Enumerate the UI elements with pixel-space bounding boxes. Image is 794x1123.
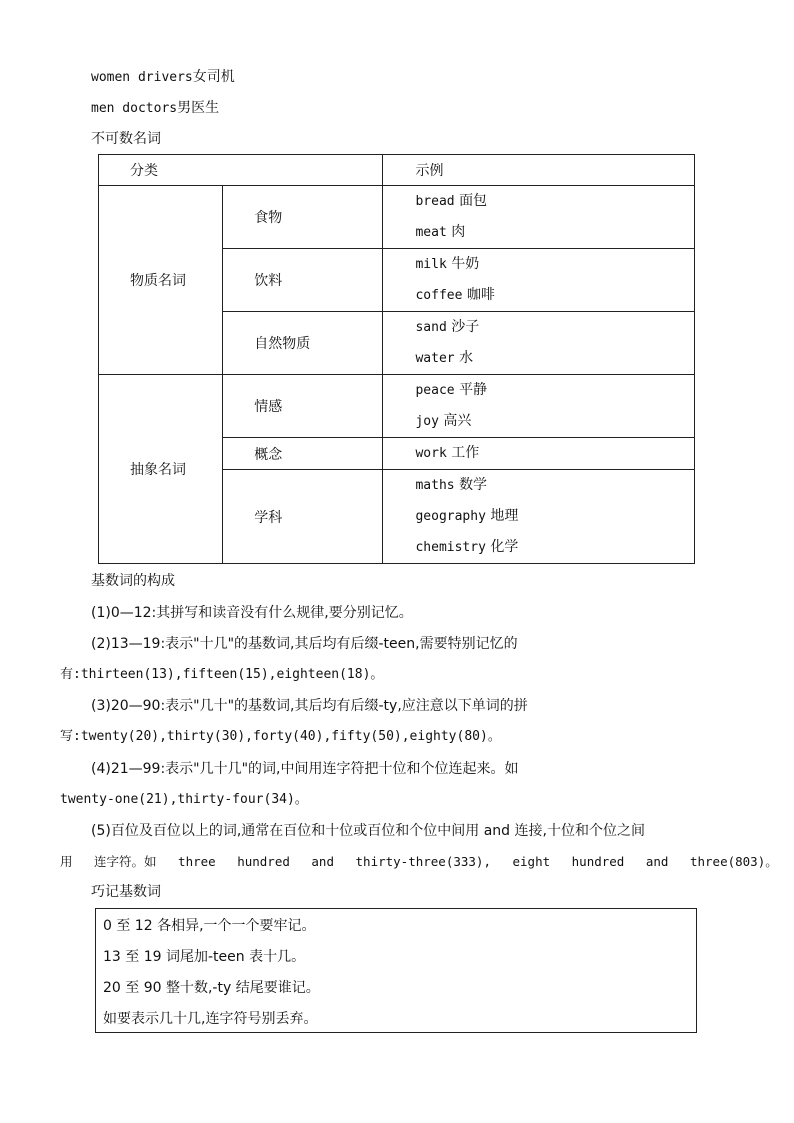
cardinal-rule-5a: (5)百位及百位以上的词,通常在百位和十位或百位和个位中间用 and 连接,十位和个位之间 — [91, 823, 645, 839]
sub-subject: 学科 — [223, 470, 383, 564]
cardinal-rule-2b: 有:thirteen(13),fifteen(15),eighteen(18)。 — [60, 667, 384, 682]
sub-drink: 饮料 — [223, 249, 383, 312]
memo-line: 13 至 19 词尾加-teen 表十几。 — [103, 949, 306, 965]
example-en: men doctors — [91, 101, 178, 116]
example-en: women drivers — [91, 70, 193, 85]
cardinal-rule-4a: (4)21—99:表示"几十几"的词,中间用连字符把十位和个位连起来。如 — [91, 761, 519, 777]
example-item: bread 面包 — [415, 193, 488, 209]
example-item: milk 牛奶 — [415, 256, 480, 272]
group-abstract: 抽象名词 — [99, 375, 223, 564]
memo-box — [95, 908, 697, 1033]
memo-line: 20 至 90 整十数,-ty 结尾要谁记。 — [103, 980, 320, 996]
sub-natural-substance: 自然物质 — [223, 312, 383, 375]
header-example: 示例 — [383, 155, 695, 186]
sub-concept: 概念 — [223, 438, 383, 470]
cardinal-rule-1: (1)0—12:其拼写和读音没有什么规律,要分别记忆。 — [91, 605, 413, 621]
sub-emotion: 情感 — [223, 375, 383, 438]
examples-natural — [383, 312, 695, 375]
example-item: coffee 咖啡 — [415, 287, 495, 303]
uncountable-nouns-table — [98, 154, 695, 564]
group-material: 物质名词 — [99, 186, 223, 375]
cardinal-rule-4b: twenty-one(21),thirty-four(34)。 — [60, 792, 308, 807]
example-women-drivers — [91, 68, 235, 87]
cardinal-rule-3a: (3)20—90:表示"几十"的基数词,其后均有后缀-ty,应注意以下单词的拼 — [91, 698, 528, 714]
cardinal-rule-2a: (2)13—19:表示"十几"的基数词,其后均有后缀-teen,需要特别记忆的 — [91, 636, 518, 652]
examples-food — [383, 186, 695, 249]
examples-subject — [383, 470, 695, 564]
example-zh: 女司机 — [192, 69, 235, 85]
table-row — [99, 186, 695, 249]
example-item: maths 数学 — [415, 477, 488, 493]
cardinal-rule-3b: 写:twenty(20),thirty(30),forty(40),fifty(50),eighty(80)。 — [60, 729, 501, 744]
example-item: meat 肉 — [415, 224, 466, 240]
header-category: 分类 — [99, 155, 383, 186]
example-item: chemistry 化学 — [415, 539, 519, 555]
table-row — [99, 375, 695, 438]
example-item: work 工作 — [415, 445, 480, 461]
memo-title: 巧记基数词 — [91, 884, 161, 900]
example-item: sand 沙子 — [415, 319, 480, 335]
example-item: joy 高兴 — [415, 413, 472, 429]
example-item: geography 地理 — [415, 508, 519, 524]
memo-line: 0 至 12 各相异,一个一个要牢记。 — [103, 918, 316, 934]
example-men-doctors — [91, 99, 219, 118]
memo-line: 如要表示几十几,连字符号别丢弃。 — [103, 1011, 318, 1027]
sub-food: 食物 — [223, 186, 383, 249]
examples-emotion — [383, 375, 695, 438]
example-item: peace 平静 — [415, 382, 488, 398]
cardinal-title: 基数词的构成 — [91, 573, 175, 589]
examples-concept — [383, 438, 695, 470]
example-zh: 男医生 — [177, 100, 220, 116]
cardinal-rule-5b: 用 连字符。如 three hundred and thirty-three(333), eight hundred and three(803)。 — [60, 854, 778, 869]
table-header-row — [99, 155, 695, 186]
uncountable-title: 不可数名词 — [91, 131, 161, 147]
example-item: water 水 — [415, 350, 474, 366]
examples-drink — [383, 249, 695, 312]
